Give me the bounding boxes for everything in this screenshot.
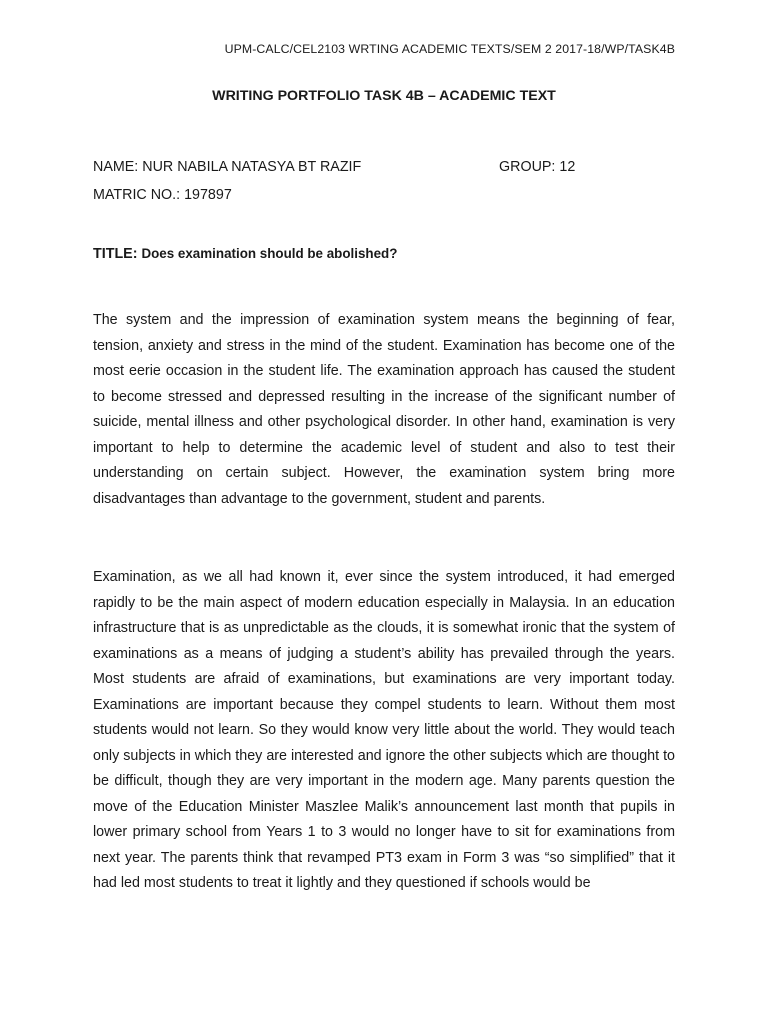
document-header-reference: UPM-CALC/CEL2103 WRTING ACADEMIC TEXTS/SEM 2 2017-18/WP/TASK4B xyxy=(224,42,675,56)
essay-title xyxy=(93,246,397,262)
essay-title-text: Does examination should be abolished? xyxy=(141,246,398,261)
essay-title-label: TITLE: xyxy=(93,246,138,262)
essay-paragraph: Examination, as we all had known it, ever since the system introduced, it had emerged rapidly to be the main aspect of modern education especially in Malaysia. In an education infrastructure that is as unpredictable as the clouds, it is somewhat ironic that the system of examinations as a means of judging a student’s ability has prevailed through the years. Most students are afraid of examinations, but examinations are very important today. Examinations are important because they compel students to learn. Without them most students would not learn. So they would know very little about the world. They would teach only subjects in which they are interested and ignore the other subjects which are thought to be difficult, though they are very important in the modern age. Many parents question the move of the Education Minister Maszlee Malik’s announcement last month that pupils in lower primary school from Years 1 to 3 would no longer have to sit for examinations from next year. The parents think that revamped PT3 exam in Form 3 was “so simplified” that it had led most students to treat it lightly and they questioned if schools would be xyxy=(93,569,675,891)
essay-paragraph: The system and the impression of examination system means the beginning of fear, tension, anxiety and stress in the mind of the student. Examination has become one of the most eerie occasion in the student life. The examination approach has caused the student to become stressed and depressed resulting in the increase of the significant number of suicide, mental illness and other psychological disorder. In other hand, examination is very important to help to determine the academic level of student and also to test their understanding on certain subject. However, the examination system bring more disadvantages than advantage to the government, student and parents. xyxy=(93,312,675,507)
student-group: GROUP: 12 xyxy=(499,159,576,175)
student-name: NAME: NUR NABILA NATASYA BT RAZIF xyxy=(93,159,362,175)
student-matric-number: MATRIC NO.: 197897 xyxy=(93,187,232,203)
document-title: WRITING PORTFOLIO TASK 4B – ACADEMIC TEXT xyxy=(212,88,556,104)
